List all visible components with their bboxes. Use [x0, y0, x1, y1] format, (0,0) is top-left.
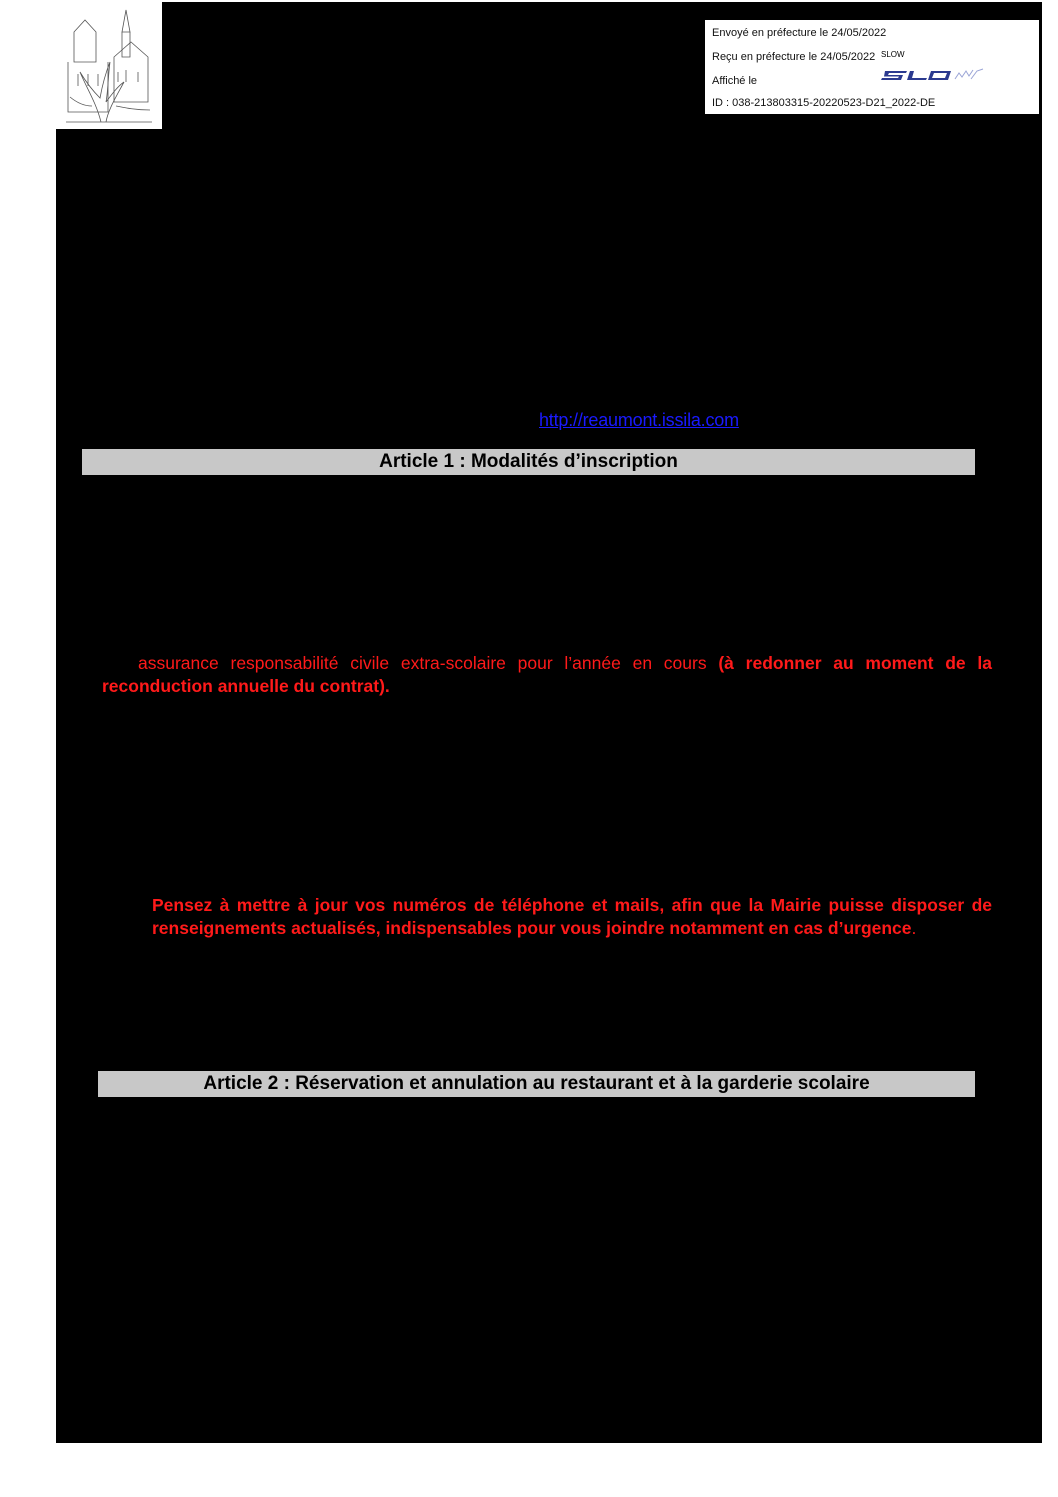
article-2-heading: Article 2 : Réservation et annulation au restaurant et à la garderie scolaire: [98, 1071, 975, 1097]
stamp-id: ID : 038-213803315-20220523-D21_2022-DE: [712, 97, 936, 109]
website-link[interactable]: http://reaumont.issila.com: [539, 410, 739, 430]
town-logo: [56, 2, 162, 129]
redacted-document-body: [56, 2, 1042, 1443]
stamp-received: Reçu en préfecture le 24/05/2022: [712, 51, 876, 63]
stamp-posted: Affiché le: [712, 75, 758, 87]
slow-brand-icon: [881, 50, 985, 83]
contact-reminder-main: Pensez à mettre à jour vos numéros de téléphone et mails, afin que la Mairie puisse disposer de renseignements actualisés, indispensables pour vous joindre notamment en cas d’urgence: [152, 895, 992, 938]
insurance-text: assurance responsabilité civile extra-scolaire pour l’année en cours: [138, 653, 707, 673]
article-1-heading: Article 1 : Modalités d’inscription: [82, 449, 975, 475]
church-sketch-icon: [56, 2, 162, 129]
contact-reminder-paragraph: [152, 894, 992, 940]
insurance-note: (à redonner au moment de la reconduction annuelle du contrat).: [102, 653, 992, 696]
contact-reminder-end: .: [911, 918, 917, 938]
insurance-paragraph: [102, 652, 992, 698]
stamp-sent: Envoyé en préfecture le 24/05/2022: [712, 27, 887, 39]
prefecture-stamp: [705, 20, 1039, 114]
slow-logo-text: SLOW: [881, 50, 905, 59]
